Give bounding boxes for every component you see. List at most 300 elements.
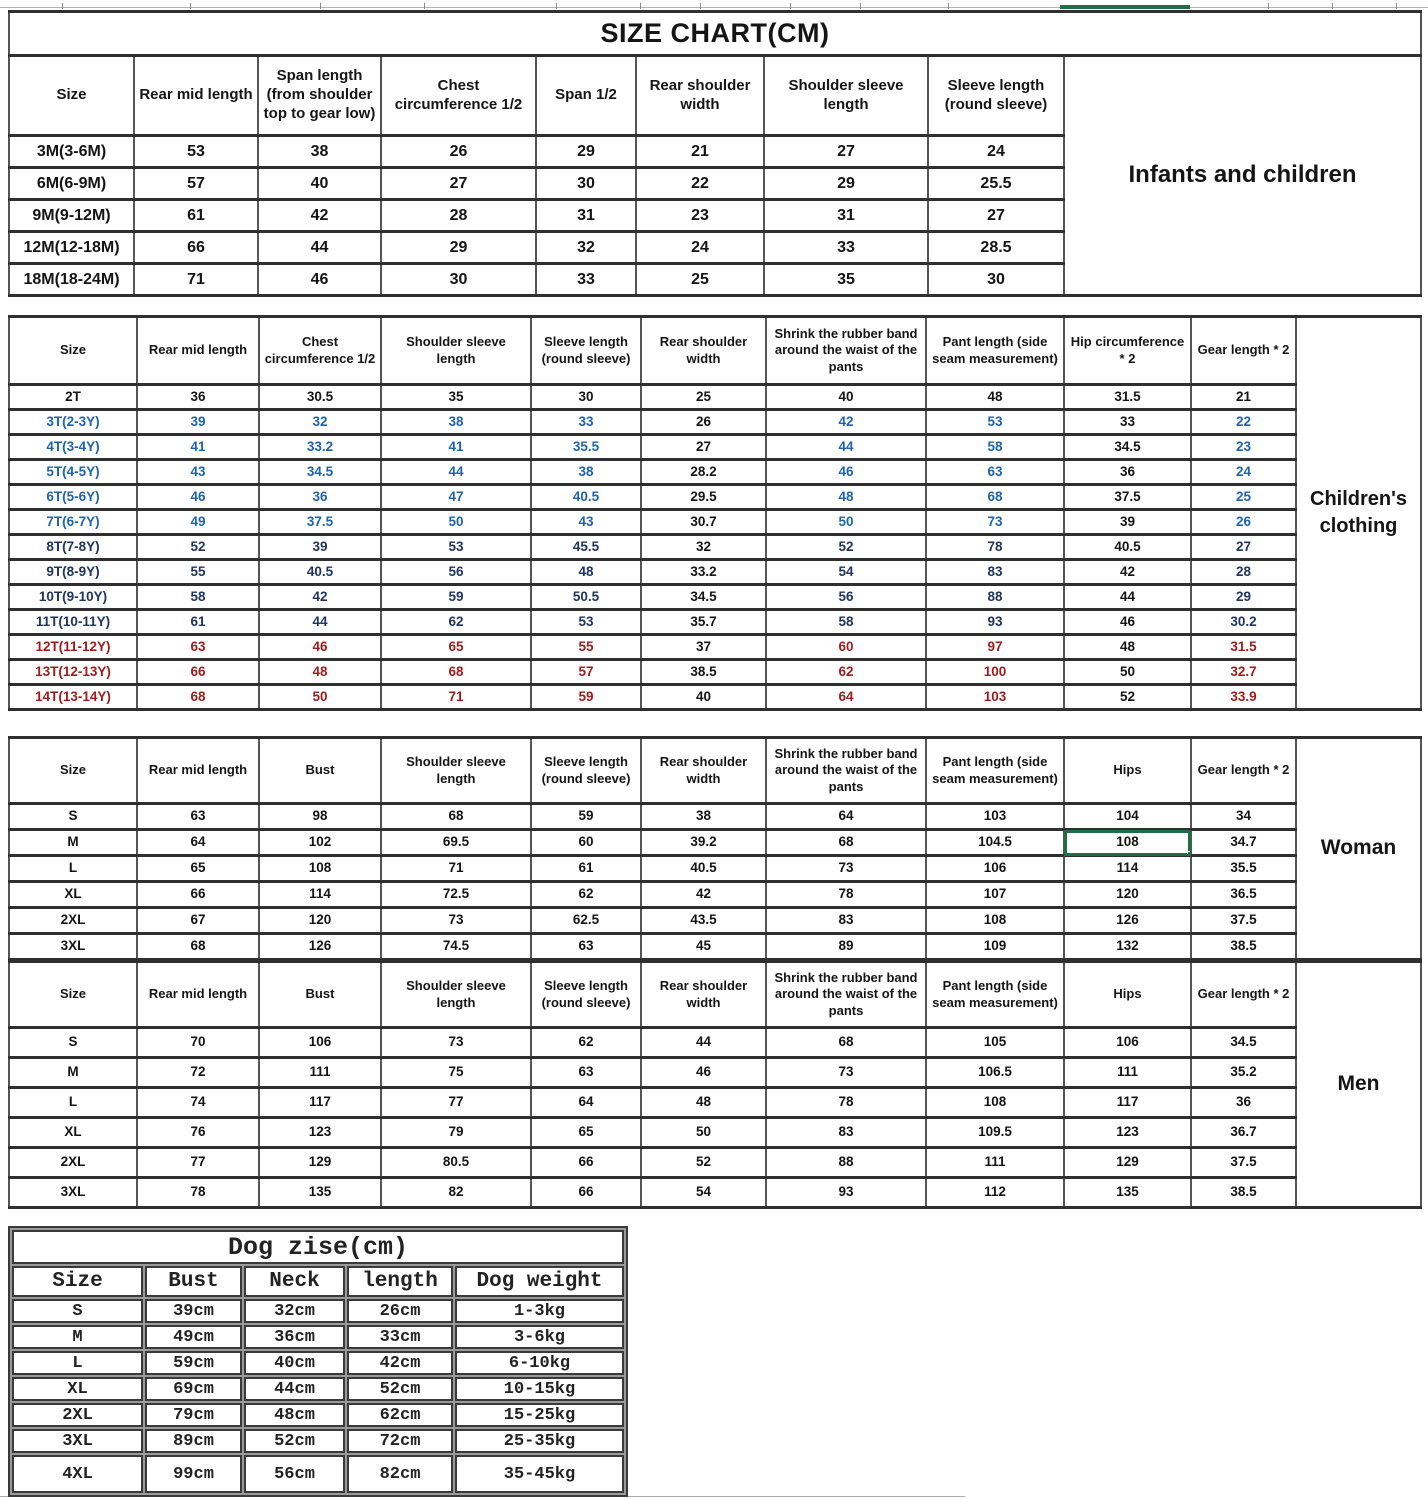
size-label-cell: 18M(18-24M) xyxy=(9,264,134,296)
measurement-cell: 30.2 xyxy=(1191,610,1296,635)
measurement-cell: 38.5 xyxy=(641,660,766,685)
measurement-cell: 41 xyxy=(137,435,259,460)
gridline-tick xyxy=(556,3,557,9)
size-label-cell: 13T(12-13Y) xyxy=(9,660,137,685)
measurement-cell: 40 xyxy=(641,685,766,710)
measurement-cell: 26 xyxy=(641,410,766,435)
measurement-cell: 37 xyxy=(641,635,766,660)
measurement-cell: 57 xyxy=(531,660,641,685)
size-label-cell: 5T(4-5Y) xyxy=(9,460,137,485)
column-header: Hips xyxy=(1064,738,1191,804)
measurement-cell: 46 xyxy=(641,1058,766,1088)
measurement-cell: 78 xyxy=(926,535,1064,560)
measurement-cell: 71 xyxy=(381,685,531,710)
measurement-cell: 108 xyxy=(926,1088,1064,1118)
measurement-cell: 48cm xyxy=(244,1403,345,1427)
measurement-cell: 29 xyxy=(764,168,928,200)
measurement-cell: 123 xyxy=(259,1118,381,1148)
measurement-cell: 60 xyxy=(766,635,926,660)
measurement-cell: 31.5 xyxy=(1191,635,1296,660)
size-label-cell: 9T(8-9Y) xyxy=(9,560,137,585)
measurement-cell: 58 xyxy=(926,435,1064,460)
measurement-cell: 75 xyxy=(381,1058,531,1088)
measurement-cell: 30 xyxy=(928,264,1064,296)
title-row xyxy=(9,12,1421,56)
measurement-cell: 53 xyxy=(926,410,1064,435)
measurement-cell: 36.5 xyxy=(1191,882,1296,908)
measurement-cell: 83 xyxy=(766,1118,926,1148)
column-header: Shrink the rubber band around the waist of the pants xyxy=(766,962,926,1028)
measurement-cell: 21 xyxy=(1191,385,1296,410)
measurement-cell: 68 xyxy=(137,685,259,710)
measurement-cell: 59 xyxy=(381,585,531,610)
measurement-cell: 46 xyxy=(1064,610,1191,635)
column-header: Bust xyxy=(259,738,381,804)
size-label-cell: 11T(10-11Y) xyxy=(9,610,137,635)
column-header: Rear shoulder width xyxy=(641,317,766,385)
measurement-cell: 53 xyxy=(134,136,258,168)
size-label-cell: 2XL xyxy=(9,908,137,934)
measurement-cell: 29 xyxy=(381,232,536,264)
measurement-cell: 42 xyxy=(258,200,381,232)
measurement-cell: 82 xyxy=(381,1178,531,1208)
measurement-cell: 108 xyxy=(926,908,1064,934)
measurement-cell: 62.5 xyxy=(531,908,641,934)
measurement-cell: 72 xyxy=(137,1058,259,1088)
measurement-cell: 40cm xyxy=(244,1351,345,1375)
measurement-cell: 59 xyxy=(531,804,641,830)
measurement-cell: 106.5 xyxy=(926,1058,1064,1088)
size-label-cell: L xyxy=(9,1088,137,1118)
measurement-cell: 46 xyxy=(137,485,259,510)
table-row xyxy=(9,535,1421,560)
measurement-cell: 56 xyxy=(381,560,531,585)
measurement-cell: 33.2 xyxy=(641,560,766,585)
children-size-table xyxy=(8,315,1422,711)
measurement-cell: 61 xyxy=(134,200,258,232)
table-row xyxy=(9,585,1421,610)
measurement-cell: 126 xyxy=(259,934,381,960)
table-row xyxy=(9,510,1421,535)
table-row xyxy=(12,1351,624,1375)
size-label-cell: 3XL xyxy=(9,934,137,960)
measurement-cell: 50 xyxy=(766,510,926,535)
measurement-cell: 83 xyxy=(926,560,1064,585)
measurement-cell: 73 xyxy=(381,908,531,934)
measurement-cell: 68 xyxy=(766,830,926,856)
measurement-cell: 3-6kg xyxy=(455,1325,624,1349)
table-row xyxy=(9,1148,1421,1178)
measurement-cell: 22 xyxy=(1191,410,1296,435)
measurement-cell: 27 xyxy=(1191,535,1296,560)
measurement-cell: 54 xyxy=(766,560,926,585)
measurement-cell: 52 xyxy=(641,1148,766,1178)
measurement-cell: 64 xyxy=(766,804,926,830)
measurement-cell: 24 xyxy=(1191,460,1296,485)
measurement-cell: 43.5 xyxy=(641,908,766,934)
measurement-cell: 52 xyxy=(766,535,926,560)
measurement-cell: 42 xyxy=(641,882,766,908)
measurement-cell: 103 xyxy=(926,804,1064,830)
column-header: Rear shoulder width xyxy=(636,56,764,136)
measurement-cell: 37.5 xyxy=(1191,1148,1296,1178)
measurement-cell: 111 xyxy=(259,1058,381,1088)
measurement-cell: 89cm xyxy=(145,1429,242,1453)
measurement-cell: 56 xyxy=(766,585,926,610)
size-label-cell: XL xyxy=(9,1118,137,1148)
measurement-cell: 76 xyxy=(137,1118,259,1148)
measurement-cell: 25.5 xyxy=(928,168,1064,200)
measurement-cell: 69.5 xyxy=(381,830,531,856)
measurement-cell: 67 xyxy=(137,908,259,934)
measurement-cell: 34.7 xyxy=(1191,830,1296,856)
column-header: Pant length (side seam measurement) xyxy=(926,317,1064,385)
measurement-cell: 71 xyxy=(134,264,258,296)
selected-column-indicator xyxy=(1060,5,1190,9)
size-label-cell: S xyxy=(9,804,137,830)
measurement-cell: 35.7 xyxy=(641,610,766,635)
measurement-cell: 65 xyxy=(137,856,259,882)
measurement-cell: 93 xyxy=(926,610,1064,635)
measurement-cell: 63 xyxy=(531,934,641,960)
measurement-cell: 33.2 xyxy=(259,435,381,460)
size-label-cell: 2T xyxy=(9,385,137,410)
measurement-cell: 52cm xyxy=(244,1429,345,1453)
gridline-tick xyxy=(640,3,641,9)
measurement-cell: 62 xyxy=(531,882,641,908)
measurement-cell: 50 xyxy=(1064,660,1191,685)
measurement-cell: 109.5 xyxy=(926,1118,1064,1148)
table-row xyxy=(12,1377,624,1401)
column-header: Shoulder sleeve length xyxy=(381,317,531,385)
measurement-cell: 38 xyxy=(531,460,641,485)
measurement-cell: 68 xyxy=(381,660,531,685)
table-row xyxy=(9,660,1421,685)
measurement-cell: 1-3kg xyxy=(455,1299,624,1323)
measurement-cell: 106 xyxy=(259,1028,381,1058)
column-header: Gear length * 2 xyxy=(1191,317,1296,385)
measurement-cell: 44 xyxy=(381,460,531,485)
measurement-cell: 44 xyxy=(259,610,381,635)
measurement-cell: 73 xyxy=(766,856,926,882)
measurement-cell: 36 xyxy=(1191,1088,1296,1118)
woman-group-label: Woman xyxy=(1296,738,1421,960)
measurement-cell: 10-15kg xyxy=(455,1377,624,1401)
table-row xyxy=(9,1178,1421,1208)
column-header: Size xyxy=(9,738,137,804)
measurement-cell: 63 xyxy=(137,635,259,660)
column-header: Sleeve length (round sleeve) xyxy=(531,738,641,804)
column-header: Size xyxy=(9,56,134,136)
measurement-cell: 44 xyxy=(641,1028,766,1058)
measurement-cell: 52 xyxy=(137,535,259,560)
measurement-cell: 65 xyxy=(531,1118,641,1148)
measurement-cell: 40.5 xyxy=(259,560,381,585)
column-header: Rear mid length xyxy=(134,56,258,136)
measurement-cell: 24 xyxy=(928,136,1064,168)
measurement-cell: 37.5 xyxy=(1191,908,1296,934)
table-row xyxy=(9,435,1421,460)
size-label-cell: 4XL xyxy=(12,1455,143,1493)
measurement-cell: 123 xyxy=(1064,1118,1191,1148)
measurement-cell: 72.5 xyxy=(381,882,531,908)
measurement-cell: 33 xyxy=(1064,410,1191,435)
size-label-cell: 3T(2-3Y) xyxy=(9,410,137,435)
infants-group-label: Infants and children xyxy=(1064,56,1421,296)
measurement-cell: 46 xyxy=(259,635,381,660)
size-label-cell: S xyxy=(12,1299,143,1323)
measurement-cell: 68 xyxy=(926,485,1064,510)
measurement-cell: 74 xyxy=(137,1088,259,1118)
column-header: Pant length (side seam measurement) xyxy=(926,738,1064,804)
measurement-cell: 25 xyxy=(641,385,766,410)
measurement-cell: 36 xyxy=(259,485,381,510)
measurement-cell: 38 xyxy=(641,804,766,830)
measurement-cell: 109 xyxy=(926,934,1064,960)
column-header: Rear shoulder width xyxy=(641,738,766,804)
column-header: Shoulder sleeve length xyxy=(381,962,531,1028)
column-header: Chest circumference 1/2 xyxy=(259,317,381,385)
size-label-cell: 3XL xyxy=(9,1178,137,1208)
measurement-cell: 40 xyxy=(258,168,381,200)
measurement-cell: 44 xyxy=(766,435,926,460)
measurement-cell: 38.5 xyxy=(1191,1178,1296,1208)
table-row xyxy=(9,385,1421,410)
measurement-cell: 32 xyxy=(641,535,766,560)
column-header: Size xyxy=(9,962,137,1028)
size-label-cell: XL xyxy=(9,882,137,908)
dog-table-title: Dog zise(cm) xyxy=(12,1230,624,1264)
measurement-cell: 48 xyxy=(926,385,1064,410)
measurement-cell: 71 xyxy=(381,856,531,882)
children-group-label: Children's clothing xyxy=(1296,317,1421,710)
column-header: Dog weight xyxy=(455,1266,624,1297)
gridline-tick xyxy=(948,3,949,9)
table-row xyxy=(9,1028,1421,1058)
table-row xyxy=(9,1058,1421,1088)
size-label-cell: 14T(13-14Y) xyxy=(9,685,137,710)
measurement-cell: 42cm xyxy=(347,1351,453,1375)
table-row xyxy=(9,856,1421,882)
size-label-cell: XL xyxy=(12,1377,143,1401)
measurement-cell: 23 xyxy=(1191,435,1296,460)
measurement-cell: 52cm xyxy=(347,1377,453,1401)
measurement-cell: 106 xyxy=(926,856,1064,882)
measurement-cell: 31.5 xyxy=(1064,385,1191,410)
measurement-cell: 73 xyxy=(766,1058,926,1088)
measurement-cell: 82cm xyxy=(347,1455,453,1493)
measurement-cell: 111 xyxy=(926,1148,1064,1178)
measurement-cell: 78 xyxy=(766,1088,926,1118)
gridline-tick xyxy=(1332,3,1333,9)
size-label-cell: M xyxy=(12,1325,143,1349)
column-header: Span 1/2 xyxy=(536,56,636,136)
measurement-cell: 15-25kg xyxy=(455,1403,624,1427)
measurement-cell: 97 xyxy=(926,635,1064,660)
table-row xyxy=(9,610,1421,635)
measurement-cell: 28 xyxy=(381,200,536,232)
measurement-cell: 30.7 xyxy=(641,510,766,535)
gridline-tick xyxy=(320,3,321,9)
measurement-cell: 62cm xyxy=(347,1403,453,1427)
size-label-cell: 6T(5-6Y) xyxy=(9,485,137,510)
measurement-cell: 44 xyxy=(1064,585,1191,610)
measurement-cell: 35 xyxy=(381,385,531,410)
size-label-cell: 12T(11-12Y) xyxy=(9,635,137,660)
measurement-cell: 88 xyxy=(766,1148,926,1178)
measurement-cell: 111 xyxy=(1064,1058,1191,1088)
table-row xyxy=(9,934,1421,960)
column-header: Sleeve length (round sleeve) xyxy=(531,962,641,1028)
measurement-cell: 33 xyxy=(764,232,928,264)
measurement-cell: 30 xyxy=(381,264,536,296)
size-label-cell: 10T(9-10Y) xyxy=(9,585,137,610)
measurement-cell: 40.5 xyxy=(531,485,641,510)
column-header: Bust xyxy=(259,962,381,1028)
measurement-cell: 27 xyxy=(928,200,1064,232)
measurement-cell: 35-45kg xyxy=(455,1455,624,1493)
measurement-cell: 78 xyxy=(137,1178,259,1208)
measurement-cell: 39 xyxy=(137,410,259,435)
column-header: Size xyxy=(9,317,137,385)
measurement-cell: 45 xyxy=(641,934,766,960)
measurement-cell: 50 xyxy=(381,510,531,535)
measurement-cell: 73 xyxy=(926,510,1064,535)
column-header: Shoulder sleeve length xyxy=(381,738,531,804)
measurement-cell: 63 xyxy=(531,1058,641,1088)
measurement-cell: 73 xyxy=(381,1028,531,1058)
measurement-cell: 52 xyxy=(1064,685,1191,710)
measurement-cell: 24 xyxy=(636,232,764,264)
measurement-cell: 26 xyxy=(1191,510,1296,535)
size-label-cell: 6M(6-9M) xyxy=(9,168,134,200)
measurement-cell: 68 xyxy=(381,804,531,830)
measurement-cell: 64 xyxy=(531,1088,641,1118)
table-row xyxy=(9,685,1421,710)
measurement-cell: 39.2 xyxy=(641,830,766,856)
measurement-cell: 34.5 xyxy=(1064,435,1191,460)
table-row xyxy=(9,1088,1421,1118)
measurement-cell: 57 xyxy=(134,168,258,200)
measurement-cell: 114 xyxy=(259,882,381,908)
measurement-cell: 26 xyxy=(381,136,536,168)
measurement-cell: 48 xyxy=(1064,635,1191,660)
gridline-tick xyxy=(424,3,425,9)
measurement-cell: 102 xyxy=(259,830,381,856)
table-row xyxy=(9,635,1421,660)
measurement-cell: 48 xyxy=(641,1088,766,1118)
size-label-cell: L xyxy=(9,856,137,882)
table-row xyxy=(9,882,1421,908)
measurement-cell: 64 xyxy=(766,685,926,710)
measurement-cell: 33.9 xyxy=(1191,685,1296,710)
size-label-cell: L xyxy=(12,1351,143,1375)
measurement-cell: 33 xyxy=(531,410,641,435)
measurement-cell: 66 xyxy=(137,882,259,908)
measurement-cell: 62 xyxy=(381,610,531,635)
measurement-cell: 74.5 xyxy=(381,934,531,960)
measurement-cell: 34.5 xyxy=(641,585,766,610)
measurement-cell: 35.5 xyxy=(1191,856,1296,882)
gridline-tick xyxy=(1268,3,1269,9)
measurement-cell: 60 xyxy=(531,830,641,856)
measurement-cell: 21 xyxy=(636,136,764,168)
measurement-cell: 40 xyxy=(766,385,926,410)
measurement-cell: 40.5 xyxy=(641,856,766,882)
size-label-cell: 9M(9-12M) xyxy=(9,200,134,232)
measurement-cell: 58 xyxy=(766,610,926,635)
measurement-cell: 34.5 xyxy=(1191,1028,1296,1058)
measurement-cell: 53 xyxy=(381,535,531,560)
table-row xyxy=(9,410,1421,435)
measurement-cell: 39 xyxy=(259,535,381,560)
measurement-cell: 42 xyxy=(1064,560,1191,585)
measurement-cell: 25-35kg xyxy=(455,1429,624,1453)
measurement-cell: 103 xyxy=(926,685,1064,710)
measurement-cell: 93 xyxy=(766,1178,926,1208)
measurement-cell: 46 xyxy=(258,264,381,296)
measurement-cell: 35.5 xyxy=(531,435,641,460)
measurement-cell: 66 xyxy=(137,660,259,685)
size-label-cell: 4T(3-4Y) xyxy=(9,435,137,460)
measurement-cell: 78 xyxy=(766,882,926,908)
measurement-cell: 38 xyxy=(258,136,381,168)
measurement-cell: 79cm xyxy=(145,1403,242,1427)
measurement-cell: 37.5 xyxy=(259,510,381,535)
column-header: Chest circumference 1/2 xyxy=(381,56,536,136)
measurement-cell: 108 xyxy=(259,856,381,882)
column-header: Sleeve length (round sleeve) xyxy=(531,317,641,385)
measurement-cell: 59cm xyxy=(145,1351,242,1375)
table-row xyxy=(12,1429,624,1453)
measurement-cell: 27 xyxy=(764,136,928,168)
men-size-table xyxy=(8,960,1422,1209)
measurement-cell: 80.5 xyxy=(381,1148,531,1178)
table-row xyxy=(12,1403,624,1427)
measurement-cell: 50 xyxy=(259,685,381,710)
sheet-top-edge xyxy=(0,7,1428,8)
measurement-cell: 39cm xyxy=(145,1299,242,1323)
measurement-cell: 105 xyxy=(926,1028,1064,1058)
measurement-cell: 117 xyxy=(259,1088,381,1118)
infants-size-table xyxy=(8,10,1422,297)
size-label-cell: M xyxy=(9,1058,137,1088)
measurement-cell: 126 xyxy=(1064,908,1191,934)
measurement-cell: 42 xyxy=(766,410,926,435)
column-header: Rear shoulder width xyxy=(641,962,766,1028)
measurement-cell: 27 xyxy=(381,168,536,200)
measurement-cell: 53 xyxy=(531,610,641,635)
measurement-cell: 31 xyxy=(536,200,636,232)
table-row xyxy=(9,908,1421,934)
column-header: Gear length * 2 xyxy=(1191,738,1296,804)
column-header: Size xyxy=(12,1266,143,1297)
measurement-cell: 25 xyxy=(1191,485,1296,510)
measurement-cell: 104 xyxy=(1064,804,1191,830)
measurement-cell: 50.5 xyxy=(531,585,641,610)
measurement-cell: 48 xyxy=(766,485,926,510)
measurement-cell: 36 xyxy=(137,385,259,410)
men-group-label: Men xyxy=(1296,962,1421,1208)
measurement-cell: 54 xyxy=(641,1178,766,1208)
measurement-cell: 32 xyxy=(536,232,636,264)
measurement-cell: 59 xyxy=(531,685,641,710)
measurement-cell: 65 xyxy=(381,635,531,660)
measurement-cell: 47 xyxy=(381,485,531,510)
table-row xyxy=(9,460,1421,485)
column-header: Hip circumference * 2 xyxy=(1064,317,1191,385)
measurement-cell: 107 xyxy=(926,882,1064,908)
